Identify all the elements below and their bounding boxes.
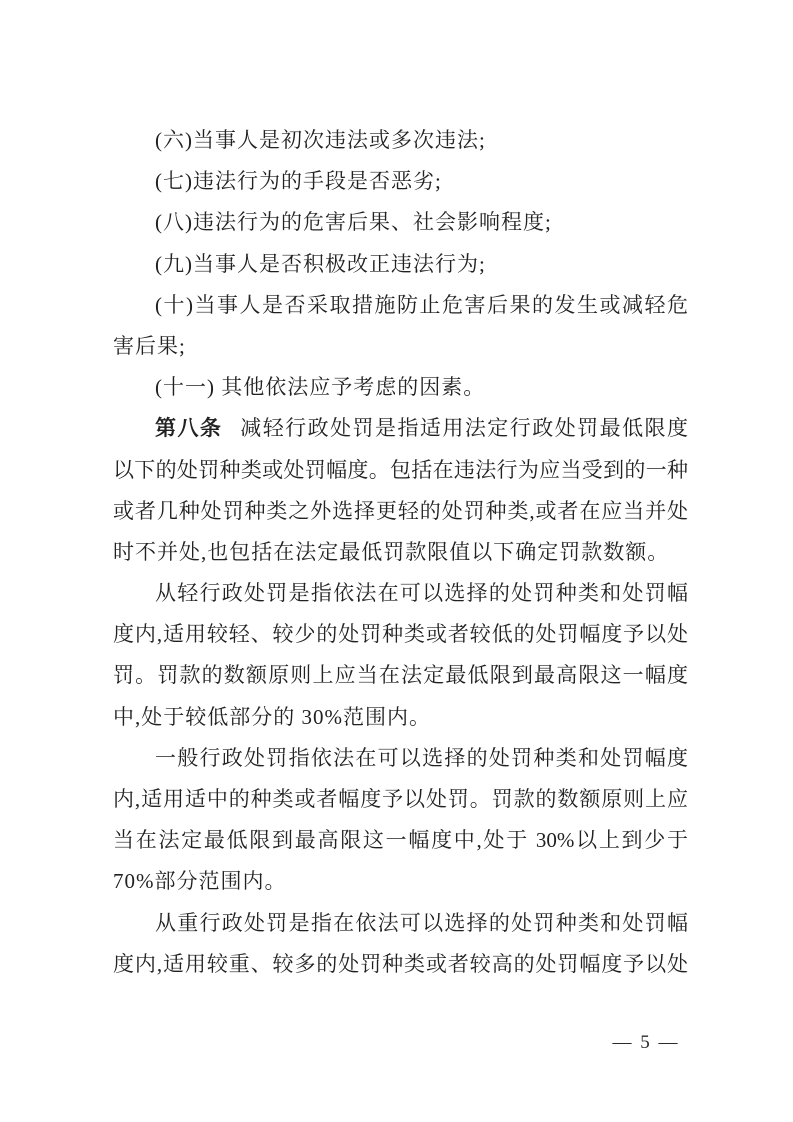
clause-item-10-line-2: 害后果; <box>113 333 186 358</box>
general-penalty-line-1: 一般行政处罚指依法在可以选择的处罚种类和处罚幅度 <box>155 745 688 770</box>
article-8-line-3: 或者几种处罚种类之外选择更轻的处罚种类,或者在应当并处 <box>113 498 688 523</box>
lighter-penalty-line-2: 度内,适用较轻、较少的处罚种类或者较低的处罚幅度予以处 <box>113 622 688 647</box>
clause-item-11: (十一) 其他依法应予考虑的因素。 <box>155 375 486 400</box>
clause-item-6: (六)当事人是初次违法或多次违法; <box>155 128 486 152</box>
general-penalty-line-4: 70%部分范围内。 <box>113 869 287 894</box>
lighter-penalty-line-3: 罚。罚款的数额原则上应当在法定最低限到最高限这一幅度 <box>113 663 688 688</box>
article-8-number: 第八条 <box>155 416 223 441</box>
article-8-line-4: 时不并处,也包括在法定最低罚款限值以下确定罚款数额。 <box>113 539 670 564</box>
page-number: — 5 — <box>612 1032 680 1053</box>
article-8-line-1 <box>113 408 688 449</box>
document-body <box>113 120 688 985</box>
clause-item-8: (八)违法行为的危害后果、社会影响程度; <box>155 210 552 235</box>
heavier-penalty-line-2: 度内,适用较重、较多的处罚种类或者较高的处罚幅度予以处 <box>113 951 688 976</box>
general-penalty-line-2: 内,适用适中的种类或者幅度予以处罚。罚款的数额原则上应 <box>113 787 688 811</box>
clause-item-7: (七)违法行为的手段是否恶劣; <box>155 169 442 194</box>
general-penalty-line-3: 当在法定最低限到最高限这一幅度中,处于 30%以上到少于 <box>113 828 688 853</box>
lighter-penalty-line-1: 从轻行政处罚是指依法在可以选择的处罚种类和处罚幅 <box>155 581 688 606</box>
clause-item-10-line-1: (十)当事人是否采取措施防止危害后果的发生或减轻危 <box>155 292 688 317</box>
clause-item-9: (九)当事人是否积极改正违法行为; <box>155 251 486 276</box>
article-8-line-2: 以下的处罚种类或处罚幅度。包括在违法行为应当受到的一种 <box>113 457 688 482</box>
heavier-penalty-line-1: 从重行政处罚是指在依法可以选择的处罚种类和处罚幅 <box>155 910 688 935</box>
article-8-lead-text: 减轻行政处罚是指适用法定行政处罚最低限度 <box>240 416 688 441</box>
lighter-penalty-line-4: 中,处于较低部分的 30%范围内。 <box>113 704 431 729</box>
